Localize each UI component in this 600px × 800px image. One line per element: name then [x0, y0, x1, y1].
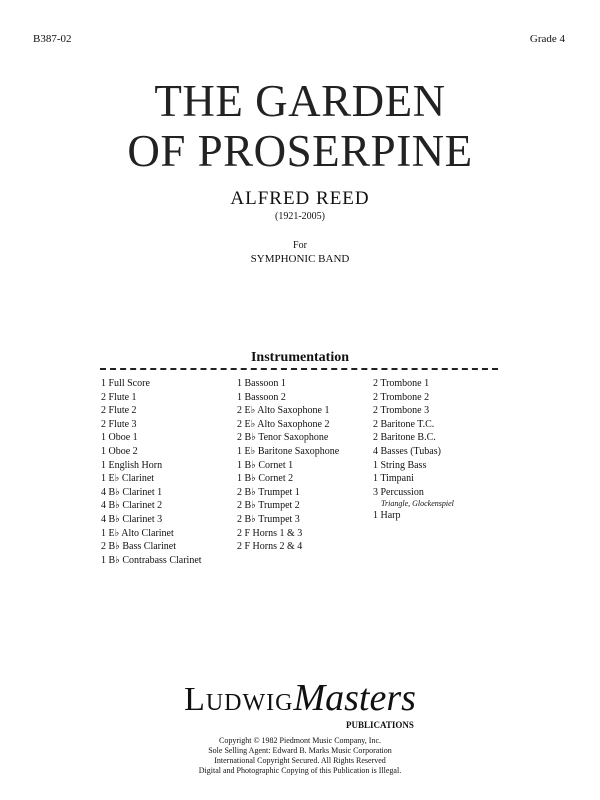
publisher-logo — [0, 678, 600, 718]
instrumentation-heading: Instrumentation — [250, 350, 349, 365]
instrument-item: 2 B♭ Trumpet 1 — [237, 486, 300, 498]
ensemble: SYMPHONIC BAND — [250, 253, 350, 265]
logo-sub: PUBLICATIONS — [346, 720, 414, 730]
instrument-item: 4 B♭ Clarinet 3 — [101, 513, 163, 525]
logo-script: Masters — [293, 677, 416, 719]
instrument-item: 2 Flute 2 — [101, 405, 137, 417]
instrument-item: 1 E♭ Baritone Saxophone — [237, 445, 340, 457]
instrument-item: 1 E♭ Alto Clarinet — [101, 527, 174, 539]
divider — [100, 368, 498, 370]
instrument-item: 1 E♭ Clarinet — [101, 473, 155, 485]
copyright-footer — [0, 736, 600, 776]
logo-main: Ludwig — [184, 681, 294, 718]
grade-label: Grade 4 — [529, 33, 565, 45]
title-line-1: THE GARDEN — [154, 76, 446, 126]
footer-line: Sole Selling Agent: Edward B. Marks Music Corporation — [208, 746, 392, 755]
footer-line: Digital and Photographic Copying of this Publication is Illegal. — [198, 766, 402, 775]
instrument-item: 1 B♭ Cornet 1 — [237, 459, 294, 471]
for-label: For — [293, 240, 307, 251]
instrument-column-3 — [373, 377, 454, 523]
instrument-item: 3 Percussion — [373, 486, 424, 498]
instrument-item: 4 Basses (Tubas) — [373, 445, 441, 457]
instrument-item: 2 Flute 3 — [101, 418, 137, 430]
instrument-item: 2 Trombone 1 — [373, 378, 430, 389]
instrument-item: 2 Trombone 2 — [373, 391, 430, 403]
instrument-item: 2 B♭ Trumpet 2 — [237, 500, 300, 512]
instrument-item: 2 Baritone B.C. — [373, 432, 436, 444]
instrument-item: 1 Timpani — [373, 473, 414, 485]
instrument-item: 2 E♭ Alto Saxophone 2 — [237, 418, 330, 430]
instrument-item: 1 String Bass — [373, 459, 427, 471]
instrument-item: 2 Flute 1 — [101, 391, 137, 403]
composer-dates: (1921-2005) — [275, 211, 325, 222]
instrument-item: 2 Baritone T.C. — [373, 418, 435, 430]
instrument-item: 2 B♭ Bass Clarinet — [101, 541, 176, 553]
instrument-item: 2 B♭ Trumpet 3 — [237, 513, 300, 525]
footer-line: Copyright © 1982 Piedmont Music Company, Inc. — [219, 736, 381, 745]
instrument-item: 2 B♭ Tenor Saxophone — [237, 432, 329, 444]
instrument-item: 1 Full Score — [101, 378, 150, 389]
title-line-2: OF PROSERPINE — [127, 126, 473, 176]
instrument-item: 2 F Horns 2 & 4 — [237, 541, 303, 553]
instrument-item: 1 Oboe 2 — [101, 445, 138, 457]
instrument-item: 2 E♭ Alto Saxophone 1 — [237, 405, 330, 417]
composer-name: ALFRED REED — [230, 188, 370, 209]
instrument-item: 1 Bassoon 2 — [237, 391, 286, 403]
instrument-column-2 — [237, 377, 339, 554]
instrument-item: 1 Bassoon 1 — [237, 378, 286, 389]
instrument-item: 4 B♭ Clarinet 1 — [101, 486, 163, 498]
instrument-column-1 — [101, 377, 202, 567]
percussion-note: Triangle, Glockenspiel — [381, 499, 454, 509]
instrument-item: 1 English Horn — [101, 459, 163, 471]
footer-line: International Copyright Secured. All Rights Reserved — [214, 756, 386, 765]
instrument-item: 1 B♭ Contrabass Clarinet — [101, 554, 202, 566]
instrument-item: 2 Trombone 3 — [373, 405, 430, 417]
instrument-item: 1 Harp — [373, 510, 401, 522]
instrument-item: 1 Oboe 1 — [101, 432, 138, 444]
instrument-item: 2 F Horns 1 & 3 — [237, 527, 303, 539]
catalog-number: B387-02 — [33, 33, 72, 45]
instrument-item: 4 B♭ Clarinet 2 — [101, 500, 163, 512]
instrument-item: 1 B♭ Cornet 2 — [237, 473, 294, 485]
